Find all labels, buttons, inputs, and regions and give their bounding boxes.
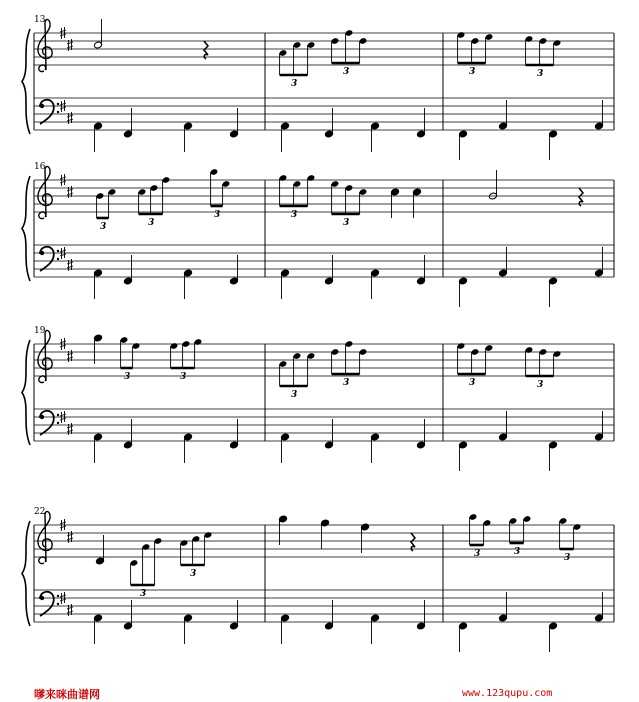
treble-clef-icon [38, 166, 52, 218]
bass-clef-dot [57, 414, 59, 416]
bass-clef-dot [57, 250, 59, 252]
measure-number: 22 [34, 507, 46, 517]
treble-clef-icon [38, 511, 52, 563]
bass-clef-dot [40, 596, 44, 600]
tuplet-label: 3 [537, 69, 544, 79]
tuplet-label: 3 [343, 67, 350, 77]
rest-icon [411, 533, 415, 551]
bass-clef-dot [40, 415, 44, 419]
bass-clef-dot [57, 422, 59, 424]
measure-number: 13 [34, 15, 46, 25]
bass-clef-icon [40, 100, 54, 124]
music-system [22, 507, 614, 652]
bass-clef-icon [40, 592, 54, 616]
tuplet-label: 3 [537, 380, 544, 390]
measure-number: 16 [34, 162, 46, 172]
brace-icon [22, 176, 30, 281]
tuplet-label: 3 [148, 218, 155, 228]
footer-site-name: 嗲来咪曲谱网 [34, 688, 100, 701]
tuplet-label: 3 [214, 210, 221, 220]
tuplet-label: 3 [343, 218, 350, 228]
tuplet-label: 3 [291, 390, 298, 400]
rest-icon [579, 188, 583, 206]
brace-icon [22, 29, 30, 134]
tuplet-label: 3 [469, 378, 476, 388]
tuplet-label: 3 [140, 589, 147, 599]
bass-clef-dot [57, 603, 59, 605]
bass-clef-icon [40, 247, 54, 271]
measure-number: 19 [34, 326, 46, 336]
tuplet-label: 3 [474, 549, 481, 559]
bass-clef-dot [57, 258, 59, 260]
tuplet-label: 3 [564, 553, 571, 563]
brace-icon [22, 521, 30, 626]
music-system [22, 162, 614, 307]
footer-url[interactable]: www.123qupu.com [462, 688, 553, 699]
brace-icon [22, 340, 30, 445]
tuplet-label: 3 [291, 79, 298, 89]
rest-icon [204, 41, 208, 59]
bass-clef-dot [57, 103, 59, 105]
tuplet-label: 3 [190, 569, 197, 579]
treble-clef-icon [38, 19, 52, 71]
bass-clef-icon [40, 411, 54, 435]
tuplet-label: 3 [291, 210, 298, 220]
bass-clef-dot [57, 111, 59, 113]
tuplet-label: 3 [469, 67, 476, 77]
systems-layer [22, 15, 614, 652]
bass-clef-dot [40, 104, 44, 108]
music-system [22, 326, 614, 471]
tuplet-label: 3 [343, 378, 350, 388]
tuplet-label: 3 [124, 372, 131, 382]
tuplet-label: 3 [180, 372, 187, 382]
tuplet-label: 3 [100, 222, 107, 232]
music-system [22, 15, 614, 160]
bass-clef-dot [40, 251, 44, 255]
tuplet-label: 3 [514, 547, 521, 557]
treble-clef-icon [38, 330, 52, 382]
bass-clef-dot [57, 595, 59, 597]
